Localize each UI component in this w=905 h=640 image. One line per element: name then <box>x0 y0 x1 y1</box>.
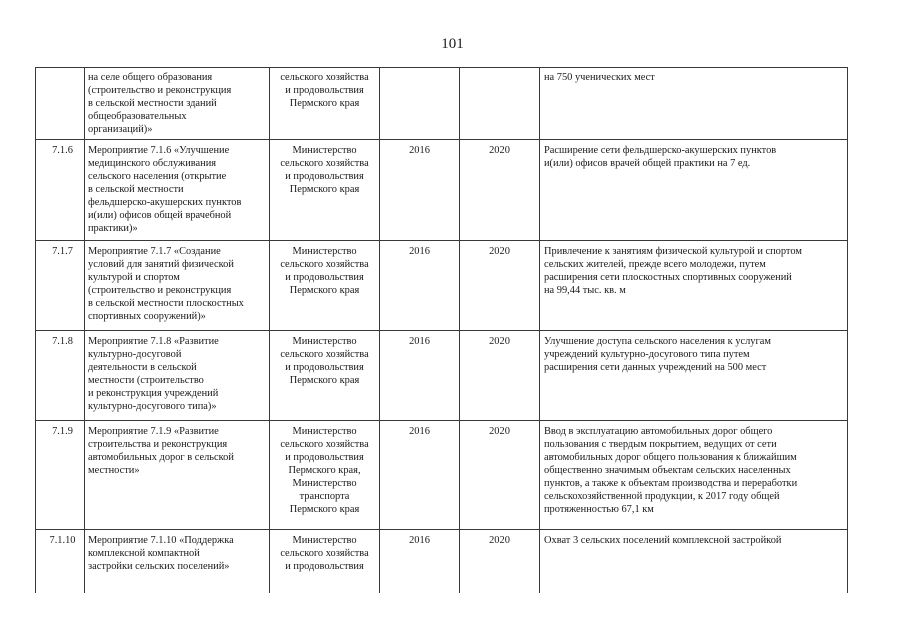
table-row <box>36 241 848 331</box>
measure-name: на селе общего образования (строительство и реконструкция в сельской местности зданий общеобразовательных организаций)» <box>85 68 270 140</box>
row-number: 7.1.10 <box>36 530 85 594</box>
expected-result: Привлечение к занятиям физической культурой и спортом сельских жителей, прежде всего молодежи, путем расширения сети плоскостных спортивных сооружений на 99,44 тыс. кв. м <box>540 241 848 331</box>
start-year: 2016 <box>380 140 460 241</box>
expected-result: Охват 3 сельских поселений комплексной застройкой <box>540 530 848 594</box>
page-number: 101 <box>441 36 464 52</box>
row-number: 7.1.8 <box>36 331 85 421</box>
measure-name: Мероприятие 7.1.9 «Развитие строительства и реконструкция автомобильных дорог в сельской местности» <box>85 421 270 530</box>
start-year: 2016 <box>380 530 460 594</box>
executor: Министерство сельского хозяйства и продовольствия <box>270 530 380 594</box>
row-number: 7.1.9 <box>36 421 85 530</box>
start-year <box>380 68 460 140</box>
executor: сельского хозяйства и продовольствия Пермского края <box>270 68 380 140</box>
table-row <box>36 140 848 241</box>
row-number <box>36 68 85 140</box>
start-year: 2016 <box>380 421 460 530</box>
end-year: 2020 <box>460 241 540 331</box>
start-year: 2016 <box>380 331 460 421</box>
table-row <box>36 530 848 594</box>
table-row <box>36 68 848 140</box>
measure-name: Мероприятие 7.1.10 «Поддержка комплексной компактной застройки сельских поселений» <box>85 530 270 594</box>
expected-result: Расширение сети фельдшерско-акушерских пунктов и(или) офисов врачей общей практики на 7 ед. <box>540 140 848 241</box>
executor: Министерство сельского хозяйства и продовольствия Пермского края, Министерство транспорта Пермского края <box>270 421 380 530</box>
expected-result: Улучшение доступа сельского населения к услугам учреждений культурно-досугового типа путем расширения сети данных учреждений на 500 мест <box>540 331 848 421</box>
measures-table <box>35 67 848 593</box>
measure-name: Мероприятие 7.1.7 «Создание условий для занятий физической культурой и спортом (строительство и реконструкция в сельской местности плоскостных спортивных сооружений)» <box>85 241 270 331</box>
end-year: 2020 <box>460 421 540 530</box>
measure-name: Мероприятие 7.1.6 «Улучшение медицинского обслуживания сельского населения (открытие в сельской местности фельдшерско-акушерских пунктов и(или) офисов общей врачебной практики)» <box>85 140 270 241</box>
row-number: 7.1.6 <box>36 140 85 241</box>
executor: Министерство сельского хозяйства и продовольствия Пермского края <box>270 241 380 331</box>
measure-name: Мероприятие 7.1.8 «Развитие культурно-досуговой деятельности в сельской местности (строительство и реконструкция учреждений культурно-досугового типа)» <box>85 331 270 421</box>
executor: Министерство сельского хозяйства и продовольствия Пермского края <box>270 331 380 421</box>
row-number: 7.1.7 <box>36 241 85 331</box>
start-year: 2016 <box>380 241 460 331</box>
expected-result: Ввод в эксплуатацию автомобильных дорог общего пользования с твердым покрытием, ведущих от сети автомобильных дорог общего пользования к ближайшим общественно значимым объектам сельских населенных пунктов, а также к объектам производства и переработки сельскохозяйственной продукции, к 2017 году общей протяженностью 67,1 км <box>540 421 848 530</box>
table-row <box>36 421 848 530</box>
table-row <box>36 331 848 421</box>
executor: Министерство сельского хозяйства и продовольствия Пермского края <box>270 140 380 241</box>
end-year: 2020 <box>460 530 540 594</box>
end-year: 2020 <box>460 140 540 241</box>
expected-result: на 750 ученических мест <box>540 68 848 140</box>
end-year: 2020 <box>460 331 540 421</box>
end-year <box>460 68 540 140</box>
